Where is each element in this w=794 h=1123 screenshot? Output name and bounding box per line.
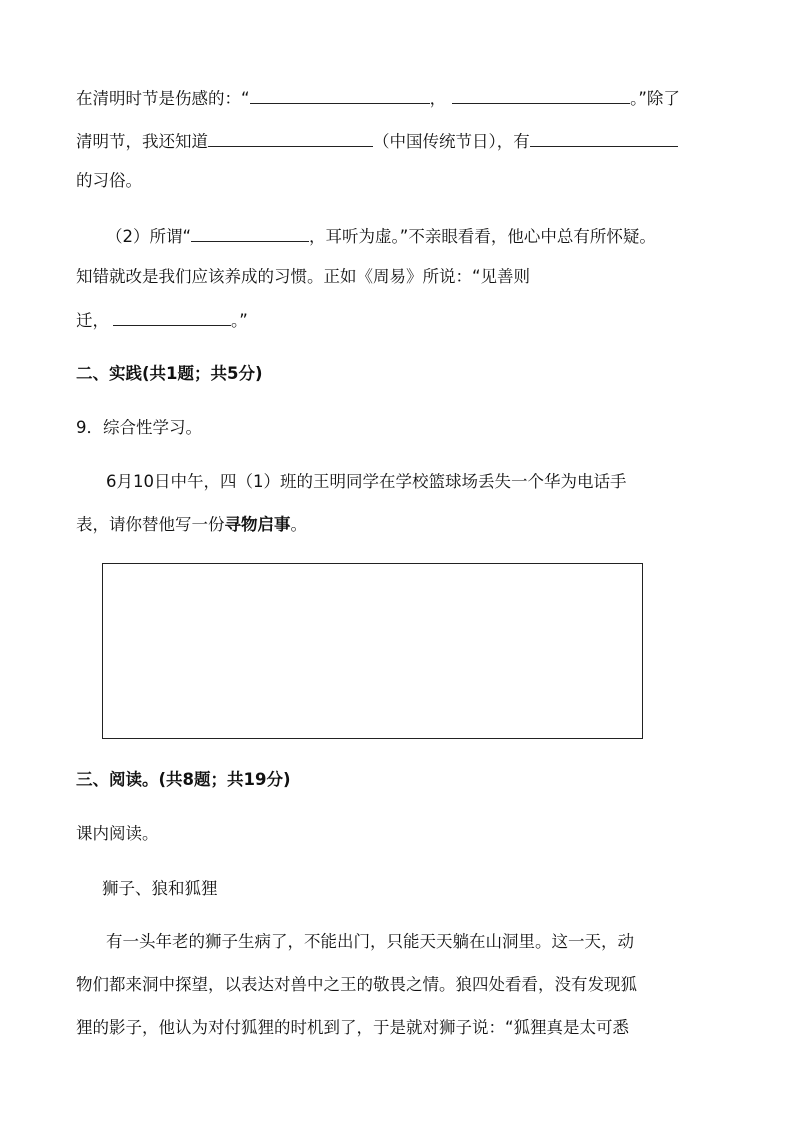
fill-blank-1[interactable] <box>250 86 430 104</box>
q9-text-line2 <box>76 514 307 536</box>
fill-blank-3[interactable] <box>191 224 309 242</box>
part2-suffix: ，耳听为虚。”不亲眼看看，他心中总有所怀疑。 <box>309 227 656 246</box>
story-para-line3: 狸的影子，他认为对付狐狸的时机到了，于是就对狮子说：“狐狸真是太可悉 <box>76 1018 630 1037</box>
reading-intro: 课内阅读。 <box>76 824 159 843</box>
line1-suffix: 。”除了 <box>630 89 680 108</box>
q9-label: 9．综合性学习。 <box>76 418 202 437</box>
q9-line2-prefix: 表，请你替他写一份 <box>76 515 225 534</box>
zhouyi-fill-line <box>76 308 248 330</box>
line6-prefix: 迁， <box>76 311 109 330</box>
q9-line2-bold: 寻物启事 <box>224 515 291 534</box>
fill-blank-2[interactable] <box>452 86 630 104</box>
fill-blank-custom[interactable] <box>530 129 678 147</box>
story-para-line2: 物们都来洞中探望，以表达对兽中之王的敬畏之情。狼四处看看，没有发现狐 <box>76 975 637 994</box>
fill-blank-4[interactable] <box>113 308 231 326</box>
story-para-line1: 有一头年老的狮子生病了，不能出门，只能天天躺在山洞里。这一天，动 <box>106 932 634 951</box>
story-title: 狮子、狼和狐狸 <box>102 879 218 898</box>
line6-suffix: 。” <box>231 311 248 330</box>
festival-fill-line <box>76 129 678 151</box>
section3-heading: 三、阅读。(共8题；共19分) <box>76 770 291 789</box>
line5-text: 知错就改是我们应该养成的习惯。正如《周易》所说：“见善则 <box>76 267 531 286</box>
answer-box[interactable] <box>102 563 643 739</box>
poem-fill-line <box>76 86 680 108</box>
line2-prefix: 清明节，我还知道 <box>76 132 208 151</box>
line2-mid: （中国传统节日），有 <box>373 132 530 151</box>
line3-text: 的习俗。 <box>76 171 142 190</box>
custom-line-end <box>76 170 142 192</box>
part2-prefix: （2）所谓“ <box>106 227 192 246</box>
q9-text-line1: 6月10日中午，四（1）班的王明同学在学校篮球场丢失一个华为电话手 <box>106 472 627 491</box>
q9-line2-suffix: 。 <box>290 515 307 534</box>
fill-blank-festival[interactable] <box>208 129 373 147</box>
line1-prefix: 在清明时节是伤感的：“ <box>76 89 250 108</box>
line1-separator: ， <box>429 89 447 108</box>
part2-line <box>106 224 656 246</box>
section2-heading: 二、实践(共1题；共5分) <box>76 364 263 383</box>
zhouyi-line <box>76 266 530 288</box>
